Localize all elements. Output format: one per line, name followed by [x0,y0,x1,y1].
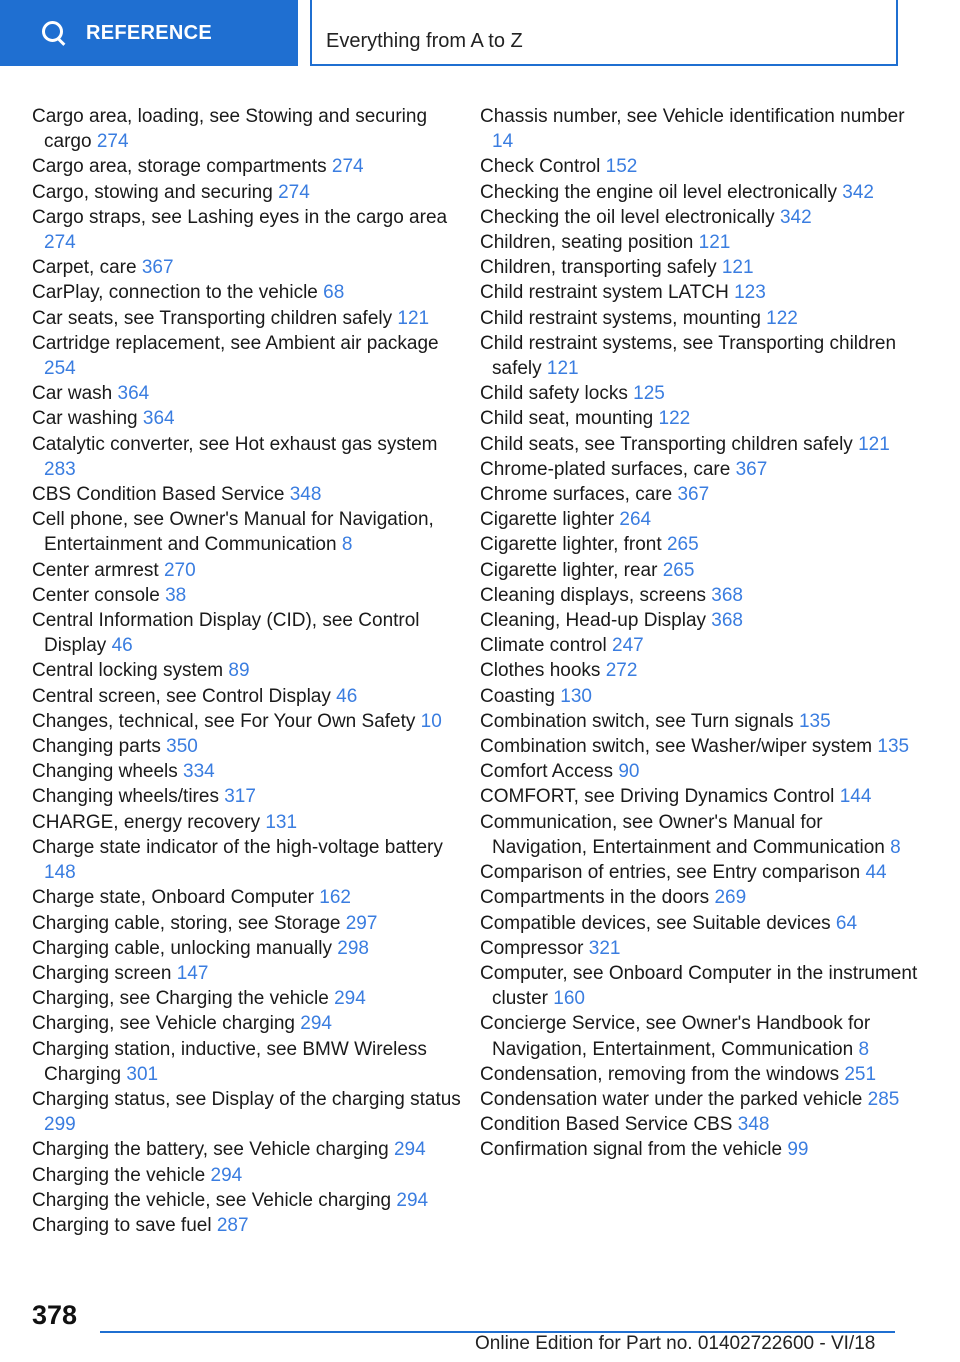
entry-text: Child restraint systems, see Transporting children safely [480,332,897,380]
page-link[interactable]: 294 [300,1013,332,1035]
entry-text: Charging station, inductive, see BMW Wireless Charging [32,1038,427,1085]
entry-text: Charging cable, storing, see Storage [32,912,341,934]
index-entry [32,205,462,255]
search-icon [42,21,66,45]
page-link[interactable]: 364 [117,383,150,405]
entry-text: Cigarette lighter, front [480,534,662,556]
page-link[interactable]: 121 [546,358,579,380]
index-entry [32,1163,462,1188]
entry-text: Checking the oil level electronically [480,206,775,228]
page-link[interactable]: 317 [224,786,256,808]
index-entry [32,507,462,557]
entry-text: Check Control [480,156,601,178]
page-link[interactable]: 135 [877,736,910,758]
entry-text: Cell phone, see Owner's Manual for Navigation, Entertainment and Communication [32,509,434,556]
entry-text: Central Information Display (CID), see Control Display [32,610,420,657]
entry-text: Cartridge replacement, see Ambient air package [32,332,439,354]
entry-text: Condition Based Service CBS [480,1114,733,1136]
page-link[interactable]: 64 [835,912,858,934]
page-link[interactable]: 99 [787,1139,809,1161]
entry-text: Communication, see Owner's Manual for Navigation, Entertainment and Communication [480,811,885,858]
entry-text: Cargo, stowing and securing [32,181,273,203]
entry-text: Compressor [480,937,584,959]
entry-text: Center console [32,584,160,606]
entry-text: Charge state, Onboard Computer [32,887,314,909]
index-entry [32,810,462,835]
page-link[interactable]: 287 [216,1214,249,1236]
page-link[interactable]: 274 [44,232,76,254]
index-entry [480,1087,920,1112]
index-entry [480,860,920,885]
index-entry [480,608,920,633]
entry-text: Child seats, see Transporting children safely [480,433,853,455]
page-link[interactable]: 269 [714,887,747,909]
page-link[interactable]: 123 [734,282,766,304]
index-entry [480,1112,920,1137]
index-entry [32,381,462,406]
entry-text: Charging the battery, see Vehicle charging [32,1139,389,1161]
entry-text: Chassis number, see Vehicle identification number [480,106,905,127]
entry-text: Catalytic converter, see Hot exhaust gas system [32,433,438,455]
index-entry [32,658,462,683]
index-entry [480,936,920,961]
entry-text: Child restraint system LATCH [480,282,729,304]
page-link[interactable]: 348 [289,484,322,506]
entry-text: Comparison of entries, see Entry comparison [480,862,861,884]
index-entry [480,507,920,532]
index-entry [32,104,462,154]
entry-text: Child restraint systems, mounting [480,307,761,329]
entry-text: Comfort Access [480,761,614,783]
entry-text: Central screen, see Control Display [32,685,331,707]
page-link[interactable]: 368 [711,610,743,632]
entry-text: CBS Condition Based Service [32,484,285,506]
index-entry [32,784,462,809]
index-entry [480,784,920,809]
index-entry [32,1188,462,1213]
entry-text: Checking the engine oil level electronically [480,181,837,203]
page-link[interactable]: 342 [842,181,874,203]
index-entry [480,734,920,759]
index-entry [32,709,462,734]
index-entry [480,406,920,431]
index-entry [32,1037,462,1087]
index-column-right [480,104,920,1163]
page-link[interactable]: 368 [711,584,743,606]
entry-text: Car seats, see Transporting children safely [32,307,393,329]
entry-text: Charging, see Vehicle charging [32,1013,296,1035]
entry-text: Cigarette lighter, rear [480,559,658,581]
page-link[interactable]: 121 [858,433,890,455]
page-header [0,0,960,66]
entry-text: Changes, technical, see For Your Own Safety [32,710,416,732]
page-link[interactable]: 254 [44,358,76,380]
index-entry [480,709,920,734]
entry-text: Car washing [32,408,138,430]
index-entry [480,230,920,255]
entry-text: CarPlay, connection to the vehicle [32,282,318,304]
page-link[interactable]: 321 [588,937,621,959]
entry-text: Charging, see Charging the vehicle [32,988,329,1010]
page-link[interactable]: 294 [396,1189,429,1211]
index-entry [480,306,920,331]
page-link[interactable]: 350 [166,736,198,758]
entry-text: Charging the vehicle, see Vehicle charging [32,1189,392,1211]
index-entry [32,936,462,961]
chapter-title-box [310,0,898,66]
page-link[interactable]: 265 [666,534,699,556]
page-link[interactable]: 148 [44,862,76,884]
page-link[interactable]: 8 [858,1038,870,1060]
entry-text: Charging to save fuel [32,1214,212,1236]
page-link[interactable]: 152 [605,156,638,178]
entry-text: Combination switch, see Turn signals [480,710,794,732]
entry-text: Combination switch, see Washer/wiper system [480,736,873,758]
index-entry [480,684,920,709]
page-link[interactable]: 247 [612,635,644,657]
reference-tab[interactable] [0,0,298,66]
index-entry [480,104,920,154]
index-entry [32,331,462,381]
page-link[interactable]: 348 [737,1114,770,1136]
page-link[interactable]: 274 [278,181,310,203]
index-entry [32,684,462,709]
page-link[interactable]: 251 [844,1063,877,1085]
chapter-title: Everything from A to Z [326,30,523,52]
index-entry [32,911,462,936]
index-entry [480,532,920,557]
entry-text: Cargo area, loading, see Stowing and securing cargo [32,106,428,153]
index-entry [32,306,462,331]
index-entry [480,381,920,406]
entry-text: Condensation, removing from the windows [480,1063,840,1085]
entry-text: Car wash [32,383,113,405]
index-entry [32,1011,462,1036]
page-link[interactable]: 90 [618,761,640,783]
page-link[interactable]: 301 [126,1063,159,1085]
index-entry [480,180,920,205]
page-link[interactable]: 299 [44,1114,76,1136]
entry-text: Cleaning, Head-up Display [480,610,707,632]
index-entry [32,835,462,885]
index-entry [480,280,920,305]
entry-text: Charging status, see Display of the charging status [32,1088,461,1110]
page-link[interactable]: 125 [633,383,665,405]
page-link[interactable]: 342 [779,206,812,228]
page-link[interactable]: 160 [553,988,585,1010]
entry-text: Chrome surfaces, care [480,484,673,506]
index-entry [480,255,920,280]
index-entry [32,734,462,759]
page-link[interactable]: 68 [323,282,345,304]
entry-text: Condensation water under the parked vehicle [480,1088,863,1110]
index-column-left [32,104,462,1238]
entry-text: Changing parts [32,736,161,758]
entry-text: Cleaning displays, screens [480,584,707,606]
page-link[interactable]: 135 [798,710,831,732]
index-entry [32,406,462,431]
page-link[interactable]: 10 [420,710,442,732]
page-link[interactable]: 298 [337,937,369,959]
page-link[interactable]: 264 [619,509,652,531]
index-entry [480,810,920,860]
page-link[interactable]: 121 [397,307,430,329]
index-entry [480,331,920,381]
entry-text: Carpet, care [32,257,137,279]
index-entry [480,633,920,658]
page-link[interactable]: 297 [345,912,378,934]
index-entry [32,432,462,482]
index-entry [32,759,462,784]
page-link[interactable]: 44 [865,862,887,884]
page-link[interactable]: 162 [319,887,351,909]
page-link[interactable]: 294 [334,988,366,1010]
page-link[interactable]: 367 [141,257,174,279]
entry-text: Charge state indicator of the high-voltage battery [32,836,443,858]
entry-text: Confirmation signal from the vehicle [480,1139,783,1161]
index-entry [32,885,462,910]
index-entry [32,961,462,986]
index-entry [32,1137,462,1162]
entry-text: Center armrest [32,559,159,581]
index-entry [480,759,920,784]
entry-text: Concierge Service, see Owner's Handbook for Navigation, Entertainment, Communication [480,1013,871,1060]
page-link[interactable]: 283 [44,458,76,480]
page-link[interactable]: 38 [165,584,187,606]
index-entry [480,911,920,936]
index-entry [480,658,920,683]
page-link[interactable]: 122 [766,307,798,329]
entry-text: Cargo area, storage compartments [32,156,327,178]
index-entry [32,558,462,583]
page-link[interactable]: 122 [658,408,691,430]
page-link[interactable]: 121 [721,257,754,279]
page-link[interactable]: 367 [735,458,768,480]
entry-text: Computer, see Onboard Computer in the instrument cluster [480,962,918,1010]
page-link[interactable]: 144 [839,786,872,808]
page-link[interactable]: 46 [111,635,133,657]
page-link[interactable]: 294 [393,1139,426,1161]
index-entry [480,961,920,1011]
index-entry [32,255,462,280]
entry-text: Changing wheels [32,761,178,783]
entry-text: COMFORT, see Driving Dynamics Control [480,786,835,808]
page-number: 378 [32,1300,78,1330]
index-entry [32,583,462,608]
entry-text: Compartments in the doors [480,887,710,909]
index-entry [32,1213,462,1238]
entry-text: CHARGE, energy recovery [32,811,261,833]
entry-text: Child seat, mounting [480,408,654,430]
footer-edition: Online Edition for Part no. 01402722600 - VI/18 [475,1333,876,1354]
index-entry [480,558,920,583]
entry-text: Climate control [480,635,607,657]
page-link[interactable]: 14 [492,131,514,153]
page-link[interactable]: 8 [341,534,353,556]
index-entry [32,154,462,179]
entry-text: Charging cable, unlocking manually [32,937,332,959]
index-entry [480,432,920,457]
index-entry [32,280,462,305]
page-link[interactable]: 274 [331,156,364,178]
index-entry [480,885,920,910]
page-link[interactable]: 8 [890,836,901,858]
index-entry [480,583,920,608]
section-label: REFERENCE [86,21,213,44]
entry-text: Children, transporting safely [480,257,717,279]
index-entry [480,154,920,179]
entry-text: Coasting [480,685,555,707]
page-link[interactable]: 46 [336,685,358,707]
entry-text: Charging screen [32,962,172,984]
index-entry [32,482,462,507]
index-entry [32,986,462,1011]
page-link[interactable]: 89 [228,660,250,682]
index-entry [32,180,462,205]
entry-text: Children, seating position [480,232,694,254]
entry-text: Cigarette lighter [480,509,615,531]
page-link[interactable]: 265 [662,559,695,581]
page-link[interactable]: 131 [265,811,298,833]
page-link[interactable]: 334 [183,761,215,783]
entry-text: Chrome-plated surfaces, care [480,458,731,480]
index-entry [480,457,920,482]
index-entry [32,608,462,658]
index-entry [480,1011,920,1061]
page-link[interactable]: 274 [96,131,129,153]
index-entry [480,205,920,230]
index-entry [32,1087,462,1137]
entry-text: Cargo straps, see Lashing eyes in the cargo area [32,206,448,228]
page-link[interactable]: 121 [698,232,731,254]
entry-text: Child safety locks [480,383,628,405]
index-entry [480,1062,920,1087]
entry-text: Changing wheels/tires [32,786,219,808]
page-link[interactable]: 130 [560,685,592,707]
index-entry [480,482,920,507]
page-link[interactable]: 270 [163,559,196,581]
page-link[interactable]: 147 [176,962,209,984]
entry-text: Clothes hooks [480,660,601,682]
entry-text: Central locking system [32,660,224,682]
entry-text: Charging the vehicle [32,1164,206,1186]
page-link[interactable]: 294 [210,1164,243,1186]
index-entry [480,1137,920,1162]
entry-text: Compatible devices, see Suitable devices [480,912,831,934]
page-link[interactable]: 364 [142,408,175,430]
page-link[interactable]: 272 [605,660,638,682]
page-link[interactable]: 285 [867,1088,900,1110]
page-link[interactable]: 367 [677,484,710,506]
